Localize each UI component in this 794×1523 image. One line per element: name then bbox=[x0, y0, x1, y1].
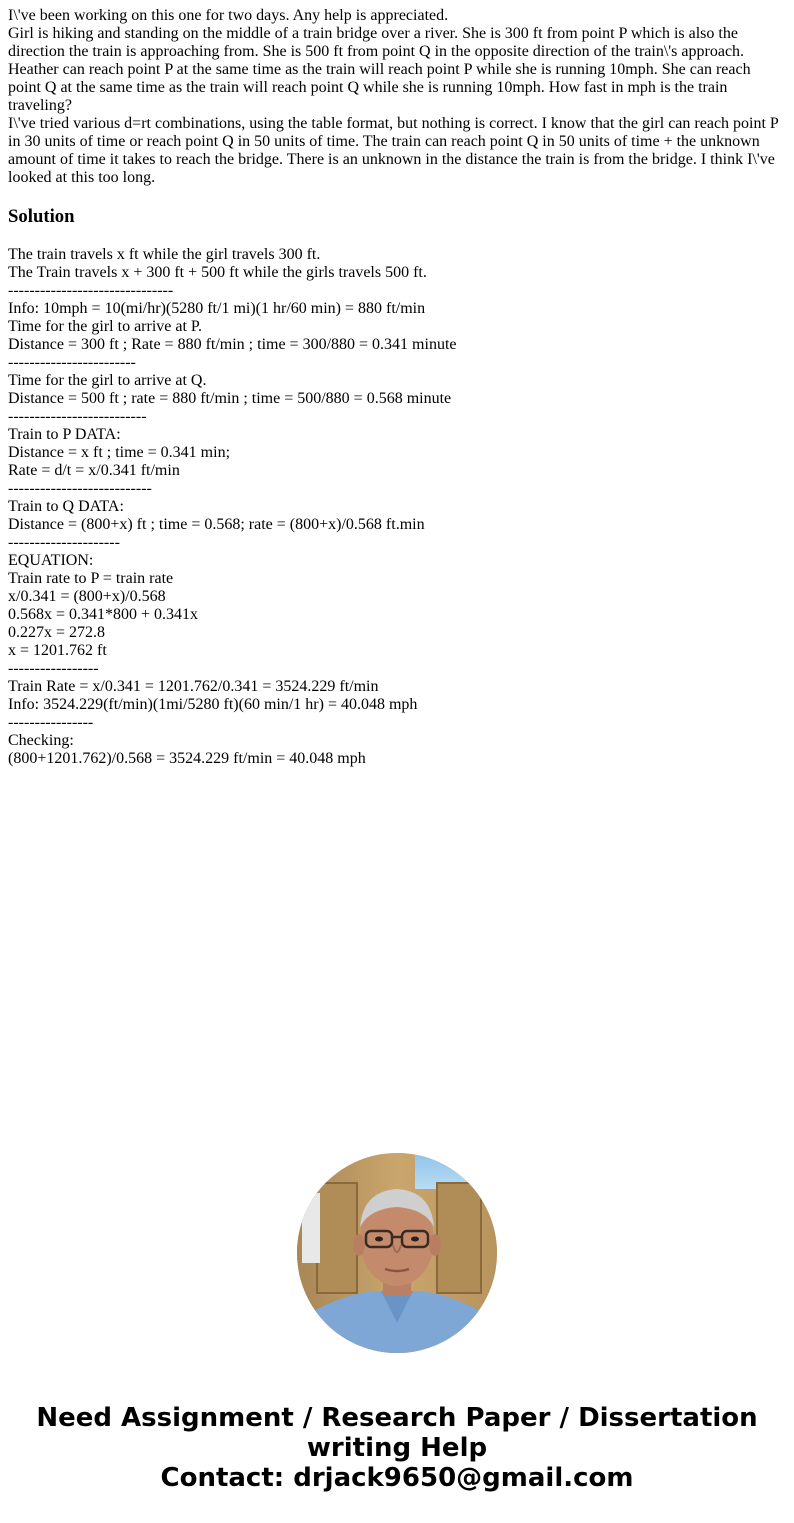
solution-line: 0.227x = 272.8 bbox=[8, 624, 106, 641]
question-text bbox=[8, 7, 786, 187]
solution-line: Distance = x ft ; time = 0.341 min; bbox=[8, 444, 231, 461]
solution-line: Train to Q DATA: bbox=[8, 498, 124, 515]
solution-line: The Train travels x + 300 ft + 500 ft while the girls travels 500 ft. bbox=[8, 264, 427, 281]
solution-divider: ----------------- bbox=[8, 660, 99, 677]
question-paragraph-intro: I\'ve been working on this one for two days. Any help is appreciated. bbox=[8, 7, 449, 24]
contact-banner bbox=[0, 1403, 794, 1493]
solution-line: Info: 3524.229(ft/min)(1mi/5280 ft)(60 min/1 hr) = 40.048 mph bbox=[8, 696, 418, 713]
solution-line: Train rate to P = train rate bbox=[8, 570, 174, 587]
banner-line-2: writing Help bbox=[306, 1433, 488, 1463]
solution-line: (800+1201.762)/0.568 = 3524.229 ft/min = 40.048 mph bbox=[8, 750, 366, 767]
question-paragraph-attempt: I\'ve tried various d=rt combinations, using the table format, but nothing is correct. I know that the girl can reach point P in 30 units of time or reach point Q in 50 units of time. The train can reach point Q in 50 units of time + the unknown amount of time it takes to reach the bridge. There is an unknown in the distance the train is from the bridge. I think I\'ve looked at this too long. bbox=[8, 115, 779, 186]
solution-divider: --------------------------- bbox=[8, 480, 152, 497]
solution-divider: ------------------------ bbox=[8, 354, 136, 371]
solution-line: Time for the girl to arrive at P. bbox=[8, 318, 203, 335]
solution-line: Time for the girl to arrive at Q. bbox=[8, 372, 207, 389]
author-photo-illustration bbox=[297, 1153, 497, 1353]
author-avatar bbox=[297, 1153, 497, 1353]
banner-line-1: Need Assignment / Research Paper / Dissertation bbox=[36, 1403, 758, 1433]
solution-divider: -------------------------- bbox=[8, 408, 147, 425]
solution-line: x/0.341 = (800+x)/0.568 bbox=[8, 588, 166, 605]
solution-body bbox=[8, 246, 786, 768]
solution-line: EQUATION: bbox=[8, 552, 94, 569]
solution-divider: ---------------- bbox=[8, 714, 94, 731]
solution-line: 0.568x = 0.341*800 + 0.341x bbox=[8, 606, 199, 623]
solution-divider: --------------------- bbox=[8, 534, 120, 551]
solution-heading: Solution bbox=[8, 206, 75, 227]
solution-line: The train travels x ft while the girl travels 300 ft. bbox=[8, 246, 321, 263]
solution-divider: ------------------------------- bbox=[8, 282, 174, 299]
solution-line: Rate = d/t = x/0.341 ft/min bbox=[8, 462, 180, 479]
solution-line: Distance = (800+x) ft ; time = 0.568; rate = (800+x)/0.568 ft.min bbox=[8, 516, 425, 533]
solution-line: Checking: bbox=[8, 732, 74, 749]
question-paragraph-problem: Girl is hiking and standing on the middle of a train bridge over a river. She is 300 ft from point P which is also the direction the train is approaching from. She is 500 ft from point Q in the opposite direction of the train\'s approach. Heather can reach point P at the same time as the train will reach point P while she is running 10mph. She can reach point Q at the same time as the train will reach point Q while she is running 10mph. How fast in mph is the train traveling? bbox=[8, 25, 751, 114]
solution-line: Train to P DATA: bbox=[8, 426, 121, 443]
solution-line: x = 1201.762 ft bbox=[8, 642, 107, 659]
solution-line: Train Rate = x/0.341 = 1201.762/0.341 = 3524.229 ft/min bbox=[8, 678, 379, 695]
solution-line: Info: 10mph = 10(mi/hr)(5280 ft/1 mi)(1 hr/60 min) = 880 ft/min bbox=[8, 300, 426, 317]
solution-line: Distance = 300 ft ; Rate = 880 ft/min ; time = 300/880 = 0.341 minute bbox=[8, 336, 457, 353]
solution-line: Distance = 500 ft ; rate = 880 ft/min ; time = 500/880 = 0.568 minute bbox=[8, 390, 452, 407]
banner-contact-email: Contact: drjack9650@gmail.com bbox=[160, 1463, 634, 1493]
